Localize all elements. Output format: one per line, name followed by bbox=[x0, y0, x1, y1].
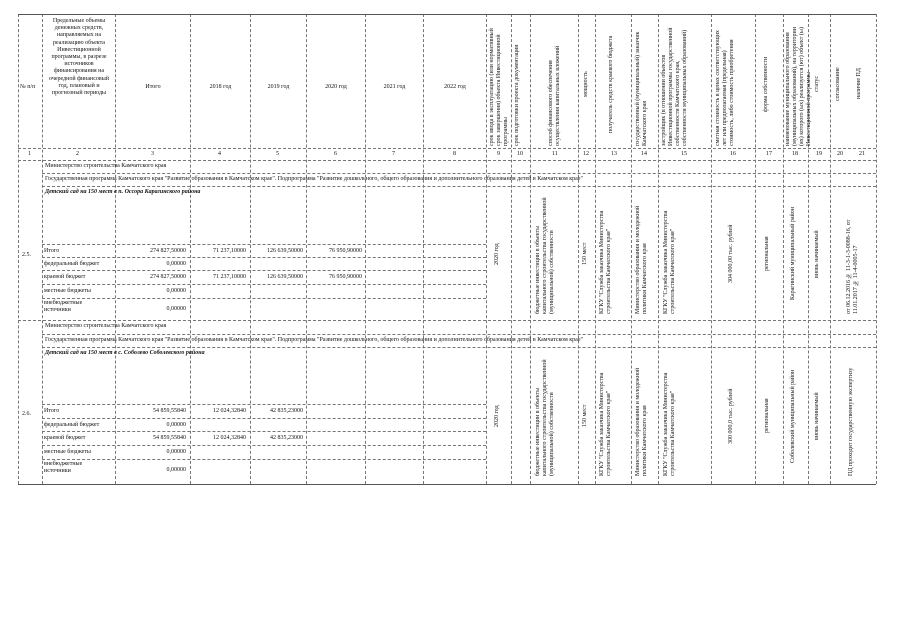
colnum: 1 bbox=[28, 151, 31, 157]
recipient: КГКУ "Служба заказчика Министерства строительства Камчатского края" bbox=[599, 372, 612, 476]
object-title: Детский сад на 150 мест в с. Соболево Соболевского района bbox=[45, 350, 205, 356]
total-value: 0,00000 bbox=[166, 261, 186, 267]
value-2018: 71 237,10000 bbox=[213, 274, 246, 280]
colnum: 4 bbox=[218, 151, 221, 157]
row-label: местные бюджеты bbox=[44, 449, 91, 455]
row-number: 2.5. bbox=[22, 252, 31, 258]
header-col17: форма собственности bbox=[763, 56, 769, 112]
customer: Министерство образования и молодежной политики Камчатского края bbox=[635, 205, 648, 314]
colnum: 3 bbox=[151, 151, 154, 157]
estimated-cost: 300 000,0 тыс. рублей bbox=[728, 388, 734, 444]
header-2022: 2022 год bbox=[444, 84, 466, 90]
total-value: 54 859,55840 bbox=[153, 408, 186, 414]
ministry-title: Министерство строительства Камчатского края bbox=[45, 323, 167, 329]
row-label: местные бюджеты bbox=[44, 288, 91, 294]
header-col20: согласование bbox=[835, 67, 841, 101]
developer: КГКУ "Служба заказчика Министерства строительства Камчатского края" bbox=[663, 210, 676, 314]
status: вновь начинаемый bbox=[814, 230, 820, 278]
total-value: 0,00000 bbox=[166, 449, 186, 455]
colnum: 2 bbox=[76, 151, 79, 157]
colnum: 15 bbox=[681, 151, 687, 157]
header-col12: мощность bbox=[583, 71, 589, 97]
header-col14: государственный (муниципальный) заказчик Камчатского края bbox=[635, 31, 648, 146]
total-value: 0,00000 bbox=[166, 306, 186, 312]
header-limits: Предельные объемы денежных средств, направляемых на реализацию объекта Инвестиционной программы, в разрезе источников финансирования на очередной финансовый год, плановый и прогнозный периоды bbox=[48, 18, 109, 97]
commission-date: 2020 год bbox=[494, 405, 500, 427]
value-2019: 42 835,23000 bbox=[270, 435, 303, 441]
commission-date: 2020 год bbox=[494, 243, 500, 265]
colnum: 17 bbox=[766, 151, 772, 157]
header-row-number: № п/п bbox=[20, 84, 36, 90]
colnum: 6 bbox=[334, 151, 337, 157]
value-2019: 126 639,50000 bbox=[267, 248, 303, 254]
colnum: 8 bbox=[453, 151, 456, 157]
row-label: федеральный бюджет bbox=[44, 261, 100, 267]
object-title: Детский сад на 150 мест в п. Оссора Карагинского района bbox=[45, 189, 201, 195]
header-col16: сметная стоимость в ценах соответствующих лет или предполагаемая (предельная) стоимость, либо стоимость приобретения bbox=[715, 30, 735, 146]
capacity: 150 мест bbox=[582, 242, 588, 266]
colnum: 11 bbox=[552, 151, 558, 157]
row-label: внебюджетные источники bbox=[44, 300, 83, 313]
total-value: 274 827,50000 bbox=[150, 248, 186, 254]
colnum: 7 bbox=[392, 151, 395, 157]
document-table bbox=[18, 14, 876, 484]
municipality: Карагинский муниципальный район bbox=[790, 207, 796, 301]
estimated-cost: 304 000,00 тыс. рублей bbox=[728, 224, 734, 284]
colnum: 5 bbox=[276, 151, 279, 157]
value-2018: 12 024,32840 bbox=[213, 408, 246, 414]
row-label: внебюджетные источники bbox=[44, 461, 83, 474]
row-label: Итого bbox=[44, 248, 60, 254]
design-documentation: от 06.12.2016 № 11-3-1-3-0088-16, от 11.01.2017 № 11-4-0005-17 bbox=[846, 219, 859, 314]
developer: КГКУ "Служба заказчика Министерства строительства Камчатского края" bbox=[663, 372, 676, 476]
design-documentation: ПД проходит государственную экспертизу bbox=[848, 367, 854, 476]
colnum: 19 bbox=[816, 151, 822, 157]
colnum: 9 bbox=[497, 151, 500, 157]
header-col13: получатель средств краевого бюджета bbox=[608, 35, 614, 133]
header-col11: способ финансового обеспечения осуществления капитальных вложений bbox=[548, 45, 561, 146]
colnum: 10 bbox=[517, 151, 523, 157]
ownership-form: региональная bbox=[764, 236, 770, 272]
value-2018: 12 024,32840 bbox=[213, 435, 246, 441]
colnum: 16 bbox=[730, 151, 736, 157]
row-label: федеральный бюджет bbox=[44, 422, 100, 428]
colnum: 12 bbox=[583, 151, 589, 157]
total-value: 0,00000 bbox=[166, 422, 186, 428]
value-2019: 126 639,50000 bbox=[267, 274, 303, 280]
colnum: 20 bbox=[837, 151, 843, 157]
program-title: Государственная программа Камчатского края "Развитие образования в Камчатском крае". Подпрограмма "Развитие дошкольного, общего образования и дополнительного образования детей в Камчатском крае" bbox=[45, 337, 583, 343]
colnum: 14 bbox=[641, 151, 647, 157]
financing-method: бюджетные инвестиции в объекты капитального строительства государственной (муниципальной) собственности bbox=[535, 359, 555, 476]
total-value: 274 827,50000 bbox=[150, 274, 186, 280]
header-col15: застройщик (в отношении объектов Инвестиционной программы государственной собственности Камчатского края, собственности муниципальных образований) bbox=[661, 27, 688, 146]
header-2020: 2020 год bbox=[325, 84, 347, 90]
row-label: краевой бюджет bbox=[44, 435, 86, 441]
colnum: 13 bbox=[611, 151, 617, 157]
capacity: 150 мест bbox=[582, 404, 588, 428]
municipality: Соболевский муниципальный район bbox=[790, 369, 796, 463]
total-value: 0,00000 bbox=[166, 288, 186, 294]
total-value: 54 859,55840 bbox=[153, 435, 186, 441]
financing-method: бюджетные инвестиции в объекты капитального строительства государственной (муниципальной) собственности bbox=[535, 197, 555, 314]
value-2019: 42 835,23000 bbox=[270, 408, 303, 414]
recipient: КГКУ "Служба заказчика Министерства строительства Камчатского края" bbox=[599, 210, 612, 314]
colnum: 21 bbox=[859, 151, 865, 157]
colnum: 18 bbox=[792, 151, 798, 157]
header-col18: наименование муниципального образования (муниципальных образований), на территории (ях) которого (ых) реализуется (ют) объект (ы) Инвестиционной программы bbox=[785, 27, 812, 146]
ministry-title: Министерство строительства Камчатского края bbox=[45, 163, 167, 169]
row-label: краевой бюджет bbox=[44, 274, 86, 280]
header-col9: срок ввода в эксплуатацию (или нормативный срок завершения) объекта Инвестиционной программы bbox=[489, 28, 509, 146]
status: вновь начинаемый bbox=[814, 392, 820, 440]
total-value: 0,00000 bbox=[166, 467, 186, 473]
header-col21: наличие ПД bbox=[856, 68, 862, 100]
program-title: Государственная программа Камчатского края "Развитие образования в Камчатском крае". Подпрограмма "Развитие дошкольного, общего образования и дополнительного образования детей в Камчатском крае" bbox=[45, 176, 583, 182]
value-2018: 71 237,10000 bbox=[213, 248, 246, 254]
row-label: Итого bbox=[44, 408, 60, 414]
header-total: Итого bbox=[145, 84, 161, 90]
header-2018: 2018 год bbox=[209, 84, 232, 90]
header-2019: 2019 год bbox=[267, 84, 290, 90]
ownership-form: региональная bbox=[764, 398, 770, 434]
customer: Министерство образования и молодежной политики Камчатского края bbox=[635, 367, 648, 476]
value-2020: 76 950,90000 bbox=[329, 274, 362, 280]
value-2020: 76 950,90000 bbox=[329, 248, 362, 254]
header-col19: статус bbox=[814, 75, 820, 93]
header-col10: срок подготовки проекта документации bbox=[514, 44, 520, 146]
header-2021: 2021 год bbox=[383, 84, 406, 90]
row-number: 2.6. bbox=[22, 411, 31, 417]
